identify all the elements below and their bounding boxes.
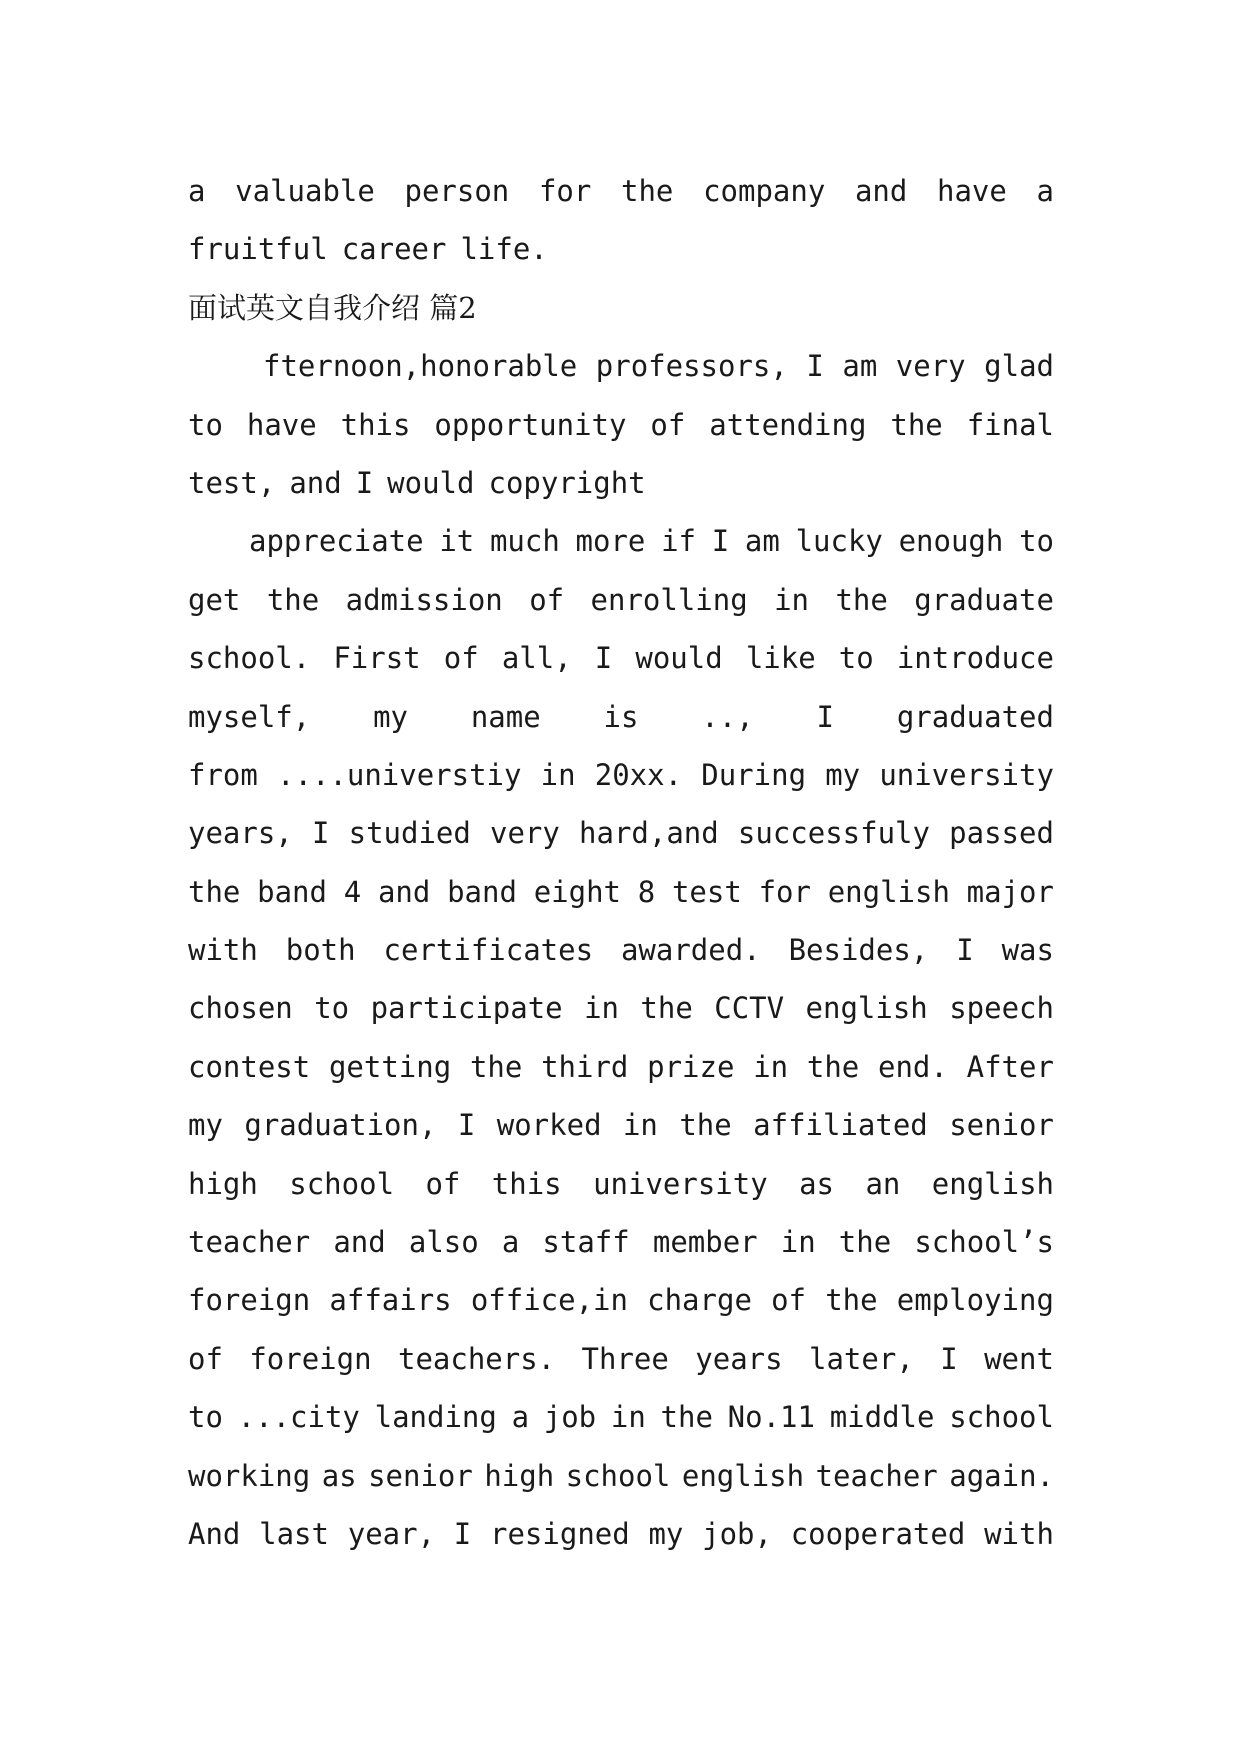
word: more	[575, 524, 646, 559]
word: senior	[368, 1458, 473, 1493]
word: and	[377, 874, 431, 909]
word: prize	[647, 1049, 735, 1084]
word: to	[188, 1400, 223, 1435]
word: company	[703, 174, 826, 208]
paragraph-line	[188, 863, 1054, 921]
word: successfuly	[737, 816, 930, 851]
word: teacher	[188, 1225, 311, 1260]
paragraph-line	[188, 1271, 1054, 1329]
word: the	[469, 1049, 523, 1084]
word: landing	[374, 1400, 497, 1435]
word: getting	[328, 1049, 452, 1084]
word: middle	[829, 1400, 935, 1435]
word: went	[984, 1341, 1054, 1376]
word: graduation,	[244, 1108, 437, 1143]
word: office,in	[470, 1283, 628, 1318]
word: get	[188, 582, 241, 617]
word: I	[311, 816, 330, 851]
word: fruitful	[188, 232, 328, 267]
word: english	[827, 874, 950, 909]
word: would	[635, 641, 723, 676]
paragraph-line	[188, 629, 1054, 687]
word: school’s	[914, 1225, 1054, 1260]
word: have	[246, 407, 317, 442]
paragraph-line	[188, 1330, 1054, 1388]
word: is	[603, 699, 639, 734]
word: hard,and	[579, 816, 719, 851]
word: I	[816, 699, 834, 734]
word: the	[835, 582, 888, 617]
word: a	[511, 1400, 530, 1435]
word: I	[956, 933, 974, 968]
word: an	[865, 1166, 901, 1201]
word: english	[805, 991, 928, 1026]
word: with	[188, 933, 258, 968]
word: job,	[702, 1516, 772, 1551]
word: my	[648, 1516, 684, 1551]
word: studied	[348, 816, 471, 851]
word: high	[188, 1166, 258, 1201]
paragraph-line	[188, 979, 1054, 1037]
word: introduce	[896, 641, 1054, 676]
word: very	[490, 816, 560, 851]
word: in	[622, 1108, 658, 1143]
word: to	[314, 991, 350, 1026]
word: this	[491, 1166, 562, 1201]
word: school	[565, 1458, 671, 1493]
word: the	[660, 1400, 713, 1435]
word: glad	[984, 349, 1054, 384]
word: foreign	[249, 1341, 372, 1376]
word: of	[443, 641, 479, 676]
word: awarded.	[620, 933, 761, 968]
paragraph-line	[188, 1505, 1054, 1563]
word: teachers.	[397, 1341, 556, 1376]
word: I	[940, 1341, 958, 1376]
paragraph-line	[188, 921, 1054, 979]
word: the	[890, 407, 943, 442]
word: and	[854, 174, 908, 208]
word: professors,	[595, 349, 788, 384]
word: it	[439, 524, 475, 559]
word: And	[188, 1516, 241, 1551]
word: much	[489, 524, 560, 559]
word: employing	[896, 1283, 1054, 1318]
word: of	[425, 1166, 461, 1201]
word: teacher	[815, 1458, 938, 1493]
word: enrolling	[590, 582, 748, 617]
word: was	[1001, 933, 1054, 968]
word: all,	[501, 641, 572, 676]
word: of	[771, 1283, 807, 1318]
word: the	[838, 1225, 892, 1260]
word: and	[333, 1225, 386, 1260]
word: foreign	[188, 1283, 311, 1318]
word: After	[966, 1049, 1054, 1084]
paragraph-line	[188, 1388, 1054, 1446]
word: CCTV	[714, 991, 785, 1026]
word: the	[188, 874, 241, 909]
word: I	[594, 641, 613, 676]
word: band	[257, 874, 327, 909]
paragraph-line	[188, 1213, 1054, 1271]
word: affairs	[329, 1283, 452, 1318]
word: later,	[809, 1341, 914, 1376]
word: During	[701, 757, 807, 792]
word: have	[937, 174, 1007, 208]
paragraph-line	[188, 162, 1054, 220]
word: school.	[188, 641, 311, 676]
word: the	[679, 1108, 732, 1143]
word: with	[984, 1516, 1054, 1551]
word: english	[931, 1166, 1054, 1201]
word: ...city	[237, 1400, 360, 1435]
word: name	[470, 699, 541, 734]
word: school	[289, 1166, 395, 1201]
word: staff	[542, 1225, 630, 1260]
word: this	[340, 407, 411, 442]
paragraph-line	[188, 1447, 1054, 1505]
word: if	[661, 524, 697, 559]
word: years,	[188, 816, 293, 851]
word: the	[621, 174, 674, 208]
paragraph-line	[188, 512, 1054, 570]
word: in	[610, 1400, 646, 1435]
paragraph-line	[188, 571, 1054, 629]
word: I	[355, 465, 374, 500]
word: would	[387, 465, 475, 500]
word: as	[321, 1458, 357, 1493]
word: final	[966, 407, 1054, 442]
word: am	[744, 524, 780, 559]
word: university	[879, 757, 1054, 792]
word: of	[529, 582, 565, 617]
word: affiliated	[753, 1108, 928, 1143]
word: in	[540, 757, 576, 792]
word: to	[188, 407, 223, 442]
word: attending	[709, 407, 867, 442]
word: the	[825, 1283, 878, 1318]
paragraph-line	[188, 1038, 1054, 1096]
word: eight	[533, 874, 621, 909]
word: speech	[949, 991, 1054, 1026]
word: year,	[347, 1516, 436, 1551]
section-heading: 面试英文自我介绍 篇2	[188, 290, 477, 325]
word: very	[895, 349, 966, 384]
word: admission	[345, 582, 503, 617]
word: to	[838, 641, 874, 676]
word: again.	[949, 1458, 1054, 1493]
paragraph-line	[188, 454, 1054, 512]
word: worked	[496, 1108, 602, 1143]
paragraph-line	[188, 220, 1054, 278]
word: graduate	[914, 582, 1054, 617]
word: test	[671, 874, 742, 909]
word: Besides,	[788, 933, 929, 968]
text-block	[188, 162, 1054, 1563]
word: career	[341, 232, 447, 267]
word: chosen	[188, 991, 293, 1026]
word: person	[404, 174, 510, 208]
word: ....universtiy	[277, 757, 522, 792]
word: like	[745, 641, 816, 676]
word: for	[538, 174, 592, 208]
word: end.	[878, 1049, 948, 1084]
word: also	[408, 1225, 479, 1260]
word: from	[188, 757, 258, 792]
word: band	[447, 874, 517, 909]
word: resigned	[490, 1516, 630, 1551]
word: contest	[188, 1049, 311, 1084]
paragraph-line	[188, 1096, 1054, 1154]
word: member	[652, 1225, 758, 1260]
word: to	[1019, 524, 1054, 559]
word: Three	[581, 1341, 669, 1376]
word: I	[453, 1516, 472, 1551]
word: high	[484, 1458, 555, 1493]
word: life.	[460, 232, 548, 267]
paragraph-line	[188, 1155, 1054, 1213]
word: cooperated	[790, 1516, 966, 1551]
word: senior	[949, 1108, 1054, 1143]
word: enough	[898, 524, 1004, 559]
word: 4	[343, 874, 362, 909]
word: school	[949, 1400, 1054, 1435]
word: First	[333, 641, 421, 676]
word: passed	[949, 816, 1054, 851]
word: myself,	[188, 699, 311, 734]
word: years	[695, 1341, 783, 1376]
word: my	[825, 757, 861, 792]
word: in	[780, 1225, 816, 1260]
word: the	[640, 991, 693, 1026]
word: the	[266, 582, 320, 617]
word: a	[501, 1225, 520, 1260]
paragraph-line	[188, 746, 1054, 804]
word: 20xx.	[594, 757, 683, 792]
word: my	[373, 699, 408, 734]
word: a	[1036, 174, 1054, 208]
word: charge	[647, 1283, 752, 1318]
paragraph-line	[188, 396, 1054, 454]
word: job	[543, 1400, 597, 1435]
word: ..,	[701, 699, 754, 734]
word: for	[758, 874, 811, 909]
word: last	[259, 1516, 329, 1551]
word: the	[806, 1049, 860, 1084]
word: major	[966, 874, 1054, 909]
word: valuable	[235, 174, 375, 208]
word: in	[584, 991, 619, 1026]
word: graduated	[896, 699, 1054, 734]
word: No.11	[727, 1400, 815, 1435]
word: test,	[188, 465, 276, 500]
word: a	[188, 174, 206, 208]
word: in	[774, 582, 810, 617]
paragraph-line	[188, 337, 1054, 395]
word: my	[188, 1108, 223, 1143]
word: university	[593, 1166, 768, 1201]
word: I	[457, 1108, 476, 1143]
paragraph-line	[188, 804, 1054, 862]
word: as	[799, 1166, 835, 1201]
word: of	[650, 407, 686, 442]
word: am	[842, 349, 878, 384]
word: 8	[637, 874, 656, 909]
word: opportunity	[434, 407, 627, 442]
word: I	[806, 349, 824, 384]
word: copyright	[488, 465, 646, 500]
word: and	[289, 465, 342, 500]
word: participate	[370, 991, 563, 1026]
paragraph-line	[188, 688, 1054, 746]
word: english	[681, 1458, 805, 1493]
word: working	[188, 1458, 311, 1493]
word: of	[188, 1341, 223, 1376]
word: certificates	[383, 933, 594, 968]
word: third	[541, 1049, 629, 1084]
word: in	[753, 1049, 789, 1084]
word: fternoon,honorable	[263, 349, 578, 384]
word: lucky	[795, 524, 883, 559]
word: both	[285, 933, 356, 968]
word: I	[711, 524, 730, 559]
word: appreciate	[249, 524, 424, 559]
